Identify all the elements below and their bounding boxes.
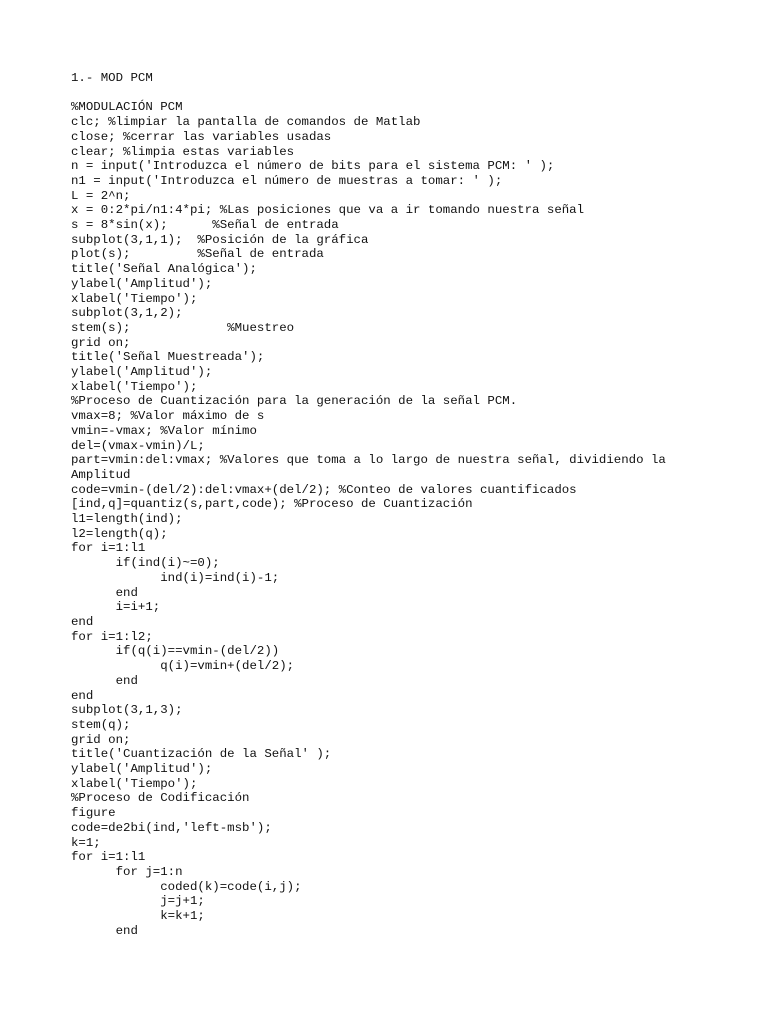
code-line: title('Cuantización de la Señal' ); (71, 747, 332, 762)
document-page (71, 71, 751, 938)
section-heading: 1.- MOD PCM (71, 71, 153, 85)
code-line: end (71, 923, 138, 938)
code-line: clc; %limpiar la pantalla de comandos de Matlab (71, 115, 421, 130)
code-line: plot(s); %Señal de entrada (71, 247, 324, 262)
code-line: i=i+1; (71, 600, 161, 615)
code-line: xlabel('Tiempo'); (71, 776, 198, 791)
code-line: stem(q); (71, 717, 131, 732)
code-line: ylabel('Amplitud'); (71, 365, 213, 380)
code-line: n1 = input('Introduzca el número de muestras a tomar: ' ); (71, 173, 503, 188)
code-line: ylabel('Amplitud'); (71, 762, 213, 777)
code-line: close; %cerrar las variables usadas (71, 129, 332, 144)
code-line: q(i)=vmin+(del/2); (71, 659, 295, 674)
code-line: figure (71, 806, 116, 821)
code-line: l1=length(ind); (71, 512, 183, 527)
code-line: end (71, 585, 138, 600)
code-line: del=(vmax-vmin)/L; (71, 438, 205, 453)
code-line: code=de2bi(ind,'left-msb'); (71, 820, 272, 835)
code-line: end (71, 673, 138, 688)
code-line: L = 2^n; (71, 188, 131, 203)
code-line: grid on; (71, 335, 131, 350)
code-line: grid on; (71, 732, 131, 747)
code-line: vmax=8; %Valor máximo de s (71, 409, 265, 424)
code-line: Amplitud (71, 467, 131, 482)
code-line: j=j+1; (71, 894, 205, 909)
code-line: %Proceso de Codificación (71, 791, 250, 806)
code-line: subplot(3,1,3); (71, 703, 183, 718)
code-line: for i=1:l1 (71, 541, 146, 556)
code-line: subplot(3,1,2); (71, 306, 183, 321)
code-line: code=vmin-(del/2):del:vmax+(del/2); %Conteo de valores cuantificados (71, 482, 577, 497)
code-line: for i=1:l1 (71, 850, 146, 865)
code-line: subplot(3,1,1); %Posición de la gráfica (71, 232, 369, 247)
code-line: stem(s); %Muestreo (71, 320, 295, 335)
code-line: title('Señal Analógica'); (71, 262, 257, 277)
code-line: xlabel('Tiempo'); (71, 379, 198, 394)
code-line: if(q(i)==vmin-(del/2)) (71, 644, 280, 659)
code-line: coded(k)=code(i,j); (71, 879, 302, 894)
code-line: xlabel('Tiempo'); (71, 291, 198, 306)
code-line: ylabel('Amplitud'); (71, 276, 213, 291)
code-line: [ind,q]=quantiz(s,part,code); %Proceso de Cuantización (71, 497, 473, 512)
code-line: if(ind(i)~=0); (71, 556, 220, 571)
code-line: for i=1:l2; (71, 629, 153, 644)
code-line: part=vmin:del:vmax; %Valores que toma a lo largo de nuestra señal, dividiendo la (71, 453, 666, 468)
code-line: k=1; (71, 835, 101, 850)
code-listing (71, 100, 751, 938)
code-line: title('Señal Muestreada'); (71, 350, 265, 365)
code-line: x = 0:2*pi/n1:4*pi; %Las posiciones que va a ir tomando nuestra señal (71, 203, 585, 218)
code-line: end (71, 615, 94, 629)
code-line: k=k+1; (71, 909, 205, 924)
code-line: clear; %limpia estas variables (71, 144, 295, 159)
code-line: end (71, 688, 94, 703)
code-line: l2=length(q); (71, 526, 168, 541)
code-line: %MODULACIÓN PCM (71, 100, 183, 115)
code-line: ind(i)=ind(i)-1; (71, 570, 280, 585)
code-line: n = input('Introduzca el número de bits para el sistema PCM: ' ); (71, 159, 555, 174)
code-line: vmin=-vmax; %Valor mínimo (71, 423, 257, 438)
code-line: %Proceso de Cuantización para la generación de la señal PCM. (71, 394, 518, 409)
code-line: for j=1:n (71, 864, 183, 879)
code-line: s = 8*sin(x); %Señal de entrada (71, 218, 339, 233)
